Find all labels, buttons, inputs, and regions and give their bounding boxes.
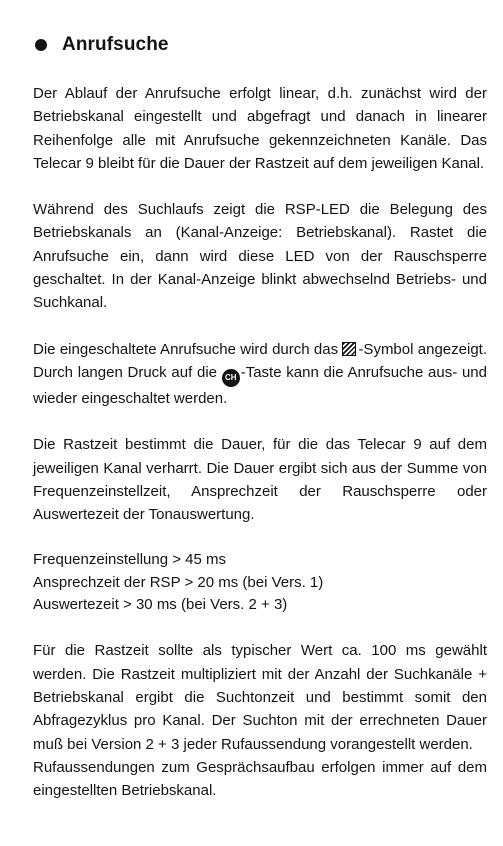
heading-text: Anrufsuche [62, 34, 169, 55]
paragraph-symbol [33, 338, 487, 411]
ch-key-icon: CH [222, 369, 240, 387]
paragraph-symbol-text-1: Die eingeschaltete Anrufsuche wird durch das [33, 340, 343, 358]
hatched-square-icon [342, 342, 356, 356]
paragraph-ablauf: Der Ablauf der Anrufsuche erfolgt linear, d.h. zunächst wird der Betriebskanal eingestellt und abgefragt und danach in linearer Reihenfolge alle mit Anrufsuche gekennzeichneten Kanäle. Das Telecar 9 bleibt für die Dauer der Rastzeit auf dem jeweiligen Kanal. [33, 85, 487, 172]
paragraph-rastzeit: Die Rastzeit bestimmt die Dauer, für die das Telecar 9 auf dem jeweiligen Kanal verharrt. Die Dauer ergibt sich aus der Summe von Frequenzeinstellzeit, Ansprechzeit der Rauschsperre oder Auswertezeit der Tonauswertung. [33, 436, 487, 524]
list-item: Ansprechzeit der RSP > 20 ms (bei Vers. 1) [33, 573, 324, 591]
paragraph-symbol-text-3: -Taste kann die Anrufsuche aus- und wieder eingeschaltet werden. [33, 363, 487, 407]
paragraph-symbol-text-2: -Symbol angezeigt. Durch langen Druck auf die [33, 340, 487, 381]
timing-list [33, 549, 487, 616]
list-item: Frequenzeinstellung > 45 ms [33, 551, 227, 569]
bullet-icon [35, 39, 47, 51]
list-item: Auswertezeit > 30 ms (bei Vers. 2 + 3) [33, 596, 288, 614]
section-heading [35, 34, 487, 56]
paragraph-suchlauf: Während des Suchlaufs zeigt die RSP-LED die Belegung des Betriebskanals an (Kanal-Anzeige: Betriebskanal). Rastet die Anrufsuche ein, dann wird diese LED von der Rauschsperre geschaltet. In der Kanal-Anzeige blinkt abwechselnd Betriebs- und Suchkanal. [33, 201, 487, 312]
paragraph-typischer-wert: Für die Rastzeit sollte als typischer Wert ca. 100 ms gewählt werden. Die Rastzeit multipliziert mit der Anzahl der Suchkanäle + Betriebskanal ergibt die Suchtonzeit und bestimmt somit den Abfragezyklus pro Kanal. Der Suchton mit der errechneten Dauer muß bei Version 2 + 3 jeder Rufaussendung vorangestellt werden. [33, 642, 487, 753]
paragraph-rufaussendungen: Rufaussendungen zum Gesprächsaufbau erfolgen immer auf dem eingestellten Betriebskanal. [33, 758, 487, 800]
